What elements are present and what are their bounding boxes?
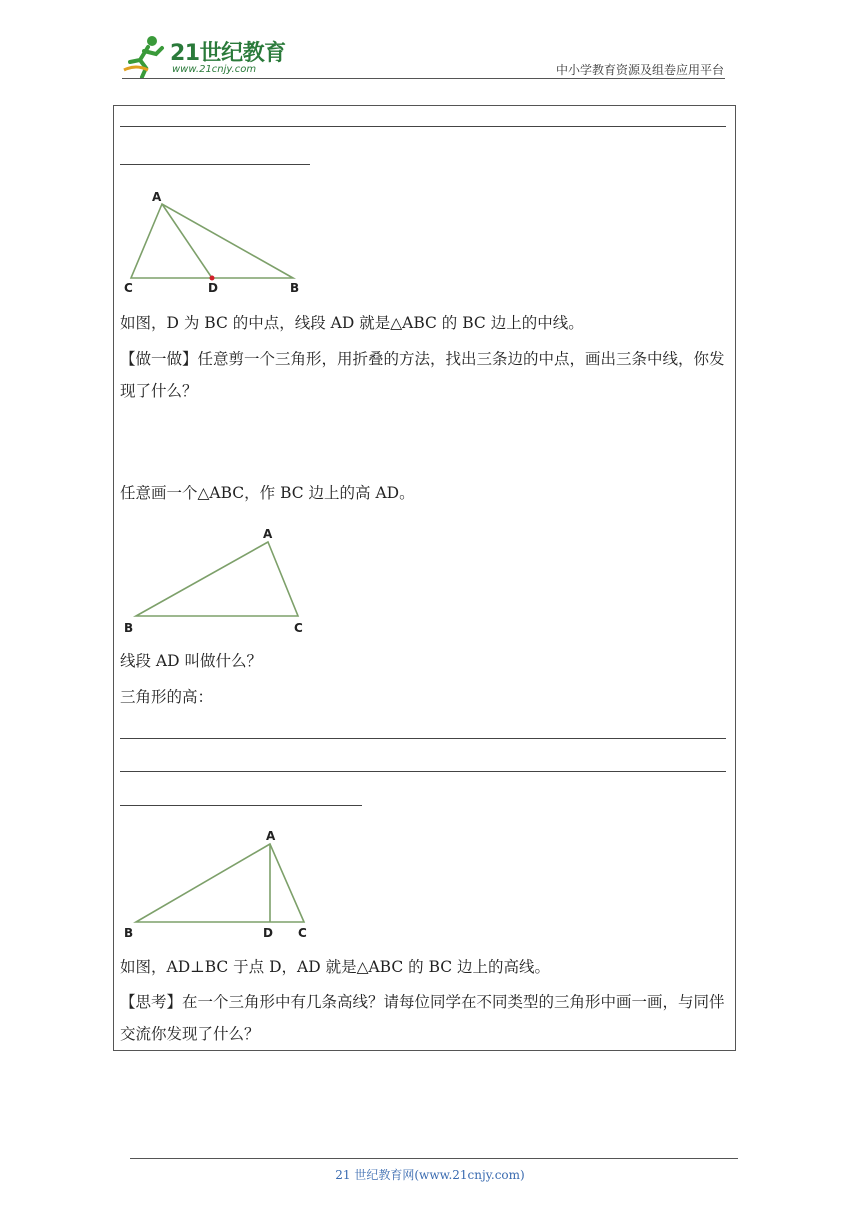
runner-icon	[122, 34, 168, 78]
footer-link[interactable]: 21 世纪教育网(www.21cnjy.com)	[335, 1168, 525, 1182]
median-figure	[118, 186, 318, 298]
logo-text: 21世纪教育	[170, 41, 286, 66]
vertex-a-label: A	[263, 527, 273, 541]
altitude-figure	[118, 826, 318, 942]
vertex-c-label: C	[294, 621, 303, 635]
point-d-label: D	[263, 926, 273, 940]
triangle-abc	[136, 542, 298, 616]
question-text: 线段 AD 叫做什么？	[120, 652, 262, 670]
vertex-b-label: B	[124, 621, 134, 635]
median-caption: 如图，D 为 BC 的中点，线段 AD 就是△ABC 的 BC 边上的中线。	[120, 314, 584, 332]
vertex-c-label: C	[298, 926, 307, 940]
platform-name: 中小学教育资源及组卷应用平台	[555, 63, 724, 77]
answer-line	[120, 164, 310, 165]
median-ad	[162, 204, 212, 278]
triangle-figure	[118, 524, 318, 636]
think-text: 【思考】在一个三角形中有几条高线？请每位同学在不同类型的三角形中画一画，与同伴交流你发现了什么？	[120, 993, 725, 1043]
point-d-label: D	[208, 281, 218, 295]
activity-text: 【做一做】任意剪一个三角形，用折叠的方法，找出三条边的中点，画出三条中线，你发现了什么？	[120, 350, 725, 400]
answer-line	[120, 771, 726, 772]
vertex-a-label: A	[152, 190, 162, 204]
midpoint-d	[210, 276, 215, 281]
vertex-b-label: B	[290, 281, 300, 295]
header-divider	[122, 78, 725, 79]
site-logo	[122, 34, 292, 80]
triangle-abc	[136, 844, 304, 922]
logo-url: www.21cnjy.com	[172, 64, 257, 75]
answer-line	[120, 738, 726, 739]
height-label: 三角形的高：	[120, 688, 214, 706]
answer-line	[120, 126, 726, 127]
vertex-b-label: B	[124, 926, 134, 940]
answer-line	[120, 805, 362, 806]
vertex-a-label: A	[266, 829, 276, 843]
draw-prompt: 任意画一个△ABC，作 BC 边上的高 AD。	[120, 484, 415, 502]
altitude-caption: 如图，AD⊥BC 于点 D，AD 就是△ABC 的 BC 边上的高线。	[120, 958, 551, 976]
footer-divider	[130, 1158, 738, 1159]
vertex-c-label: C	[124, 281, 133, 295]
triangle-abc	[131, 204, 293, 278]
